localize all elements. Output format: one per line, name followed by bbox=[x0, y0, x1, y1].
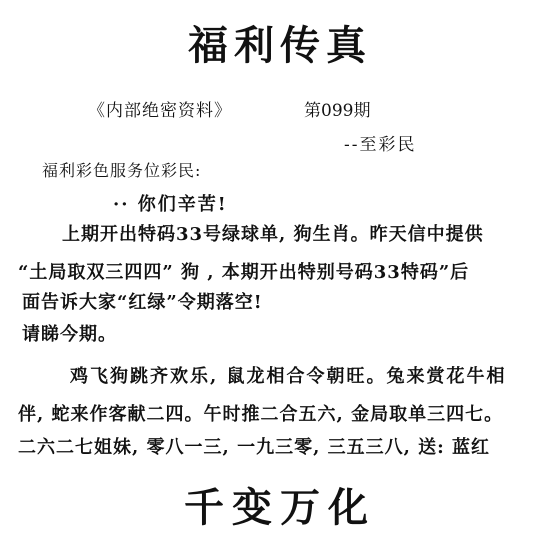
letter-line-4: 请睇今期。 bbox=[22, 324, 117, 345]
letter-line-3: 面告诉大家“红绿”令期落空! bbox=[22, 292, 263, 313]
letter-line-2: “土局取双三四四” 狗 , 本期开出特别号码33特码”后 bbox=[18, 262, 470, 283]
sender-line: --至彩民 bbox=[344, 135, 417, 155]
letter-line-7: 二六二七姐妹, 零八一三, 一九三零, 三五三八, 送: 蓝红 bbox=[18, 437, 491, 458]
source-label: 《内部绝密资料》 bbox=[88, 101, 232, 121]
letter-line-6: 伴, 蛇来作客献二四。午时推二合五六, 金局取单三四七。 bbox=[18, 404, 504, 425]
letter-salutation: ·· 你们辛苦! bbox=[113, 194, 228, 215]
footer-slogan: 千变万化 bbox=[184, 484, 376, 531]
letter-line-1: 上期开出特码33号绿球单, 狗生肖。昨天信中提供 bbox=[62, 224, 484, 245]
issue-number: 第099期 bbox=[304, 101, 371, 121]
letter-line-5: 鸡飞狗跳齐欢乐, 鼠龙相合令朝旺。兔来赏花牛相 bbox=[70, 366, 507, 387]
letter-greeting: 福利彩色服务位彩民: bbox=[42, 161, 202, 180]
document-title: 福利传真 bbox=[188, 22, 372, 69]
